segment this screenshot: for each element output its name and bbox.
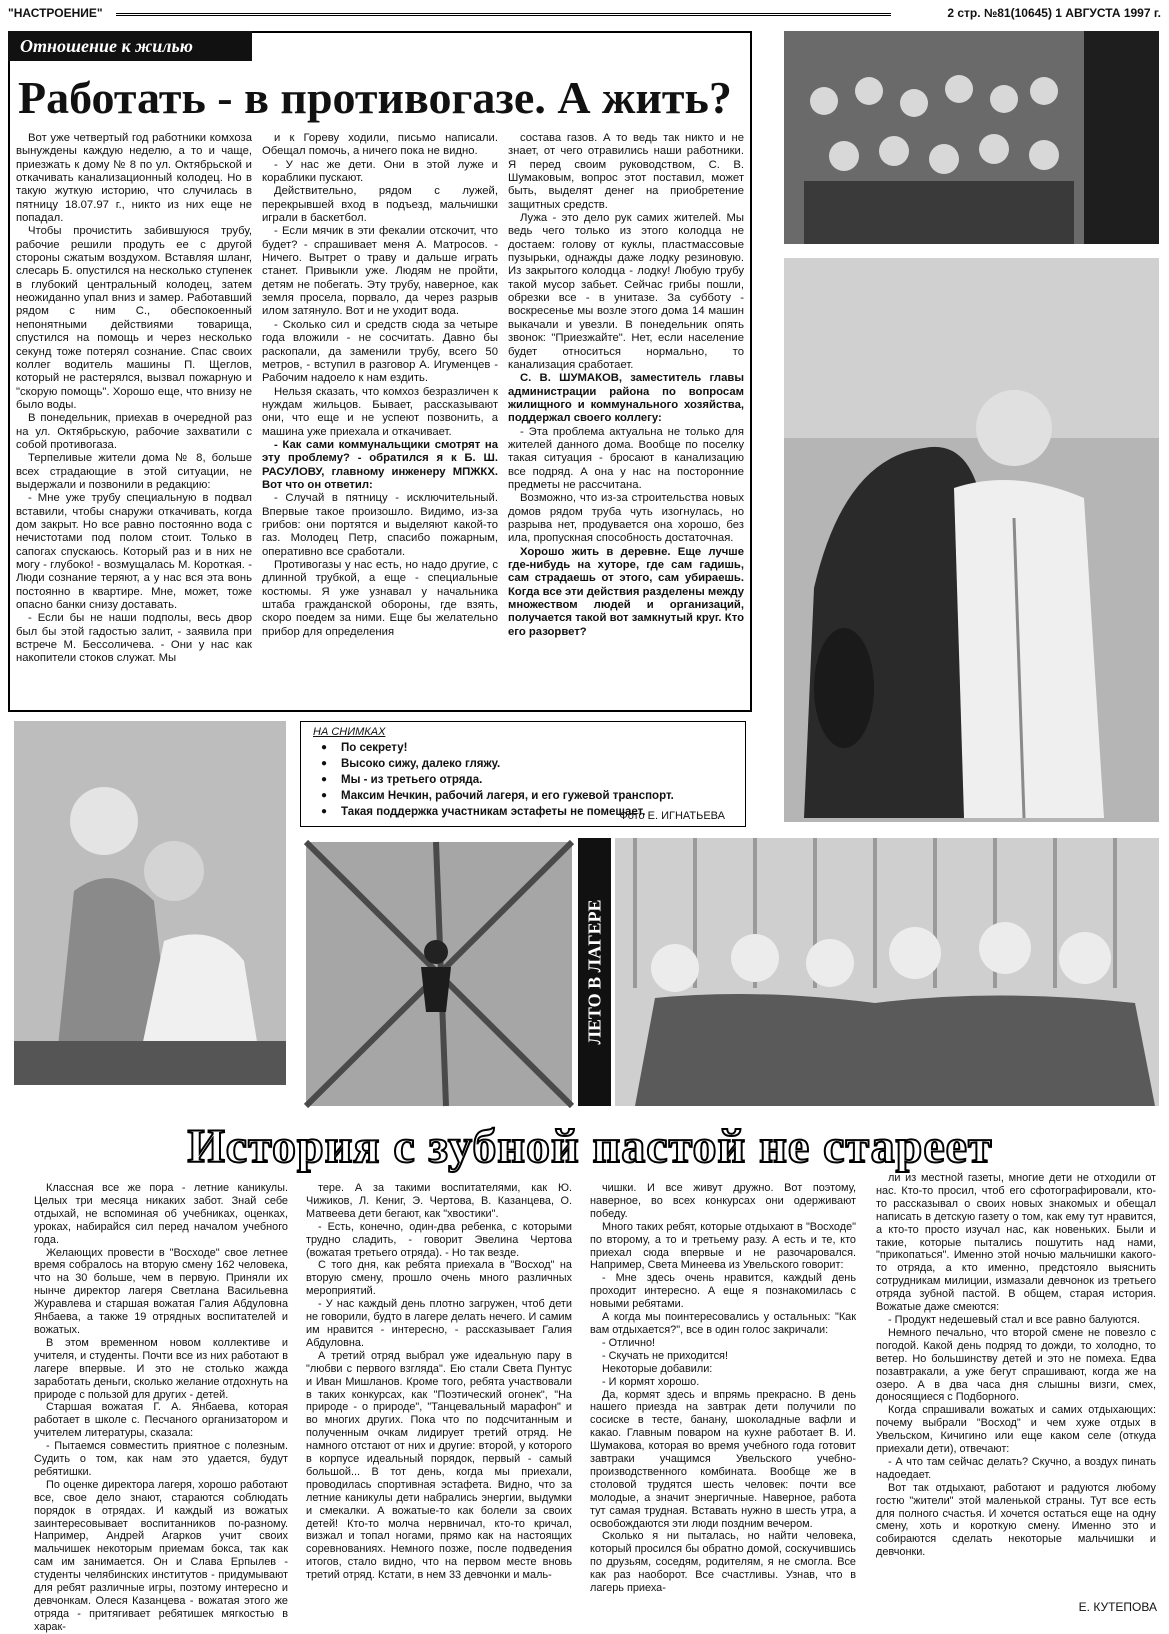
paragraph: А третий отряд выбрал уже идеальную пару в "любви с первого взгляда". Ею стали Света Пунтус и Иван Мишланов. Кроме того, ребята участвовали в таких конкурсах, как "Поэтический огонек", "На природе - о природе", "Танцевальный марафон" и во многих других. Пока что по подсчитанным и полученным очкам лидирует третий отряд. Не намного отстают от них и другие: второй, у которого в корпусе идеальный порядок, первый - самый большой... В тот день, когда мы приехали, проводилась спортивная эстафета. Видно, что за летние каникулы дети набрались энергии, выдумки и смекалки. А вожатые-то как болели за своих детей! Кто-то молча нервничал, кто-то кричал, визжал и топал ногами, прямо как на настоящих соревнованиях. Немного позже, после подведения итогов, стало видно, что на первом месте вновь третий отряд. Кстати, в нем 33 девчонки и маль- xyxy=(306,1349,572,1582)
caption-item: ● Мы - из третьего отряда. xyxy=(341,772,733,788)
paragraph: Желающих провести в "Восходе" свое летнее время собралось на вторую смену 162 человека, что на 30 больше, чем в первую. Приняли их нынче директор лагеря Светлана Васильевна Журавлева и старшая вожатая Галия Абдуловна Янбаева, а также 19 отрядных воспитателей и вожатых. xyxy=(34,1246,288,1336)
paragraph: Немного печально, что второй смене не повезло с погодой. Какой день подряд то дожди, то холодно, то ветер. Но большинству детей и это не помеха. Едва позавтракали, а уже бегут спрашивают, когда же на озеро. А в два часа дня слышны визги, смех, доносящиеся с Подборного. xyxy=(876,1326,1156,1404)
section-label-vertical: ЛЕТО В ЛАГЕРЕ xyxy=(578,838,611,1106)
paragraph: Некоторые добавили: xyxy=(602,1362,713,1375)
paragraph: Действительно, рядом с лужей, перекрывшей вход в подъезд, мальчишки играли в баскетбол. xyxy=(262,185,498,225)
caption-item: ● По секрету! xyxy=(341,740,733,756)
paragraph: Когда спрашивали вожатых и самих отдыхающих: почему выбрали "Восход" и чем хуже отдых в Увельском, Кичигино или еще каком селе (откуда приехали дети), отвечают: xyxy=(876,1404,1156,1456)
paragraph: Классная все же пора - летние каникулы. Целых три месяца никаких забот. Знай себе отдыхай, не вспоминая об учебниках, оценках, уроках, набирайся сил перед началом учебного года. xyxy=(34,1182,288,1246)
photo-boy-on-tree xyxy=(306,842,572,1106)
caption-item: ● Максим Нечкин, рабочий лагеря, и его гужевой транспорт. xyxy=(341,788,733,804)
paragraph: В понедельник, приехав в очередной раз на ул. Октябрьскую, рабочие захватили с собой противогаза. xyxy=(16,412,252,451)
article-housing-title: Работать - в противогазе. А жить? xyxy=(18,72,732,123)
paragraph: В этом временном новом коллективе и учителя, и студенты. Почти все из них работают в лагере впервые. И это не столько жажда заработать деньги, сколько желание отдохнуть на природе с пользой для других - детей. xyxy=(34,1336,288,1401)
paragraph: - Продукт недешевый стал и все равно балуются. xyxy=(888,1313,1140,1326)
paragraph: - Есть, конечно, один-два ребенка, с которыми трудно сладить, - говорит Эвелина Чертова (вожатая третьего отряда). - Но так везде. xyxy=(306,1220,572,1259)
article-camp-col3 xyxy=(590,1182,856,1596)
article-camp-title: История с зубной пастой не стареет xyxy=(187,1120,993,1173)
paragraph: Возможно, что из-за строительства новых домов рядом труба чуть изогнулась, но разрыва нет, продувается она хорошо, без ила, пропускная способность достаточная. xyxy=(508,492,744,545)
article-camp-col2 xyxy=(306,1182,572,1596)
paragraph: - Отлично! xyxy=(602,1336,656,1349)
paragraph: - У нас каждый день плотно загружен, чтоб дети не говорили, будто в лагере делать нечего. И самим им нравится - интересно, - рассказывает Галия Абдуловна. xyxy=(306,1298,572,1349)
article-housing-col1 xyxy=(16,132,252,704)
photo-captions xyxy=(300,721,746,827)
article-housing-col3 xyxy=(508,132,744,704)
running-header xyxy=(8,4,1161,24)
paragraph-official: С. В. ШУМАКОВ, заместитель главы администрации района по вопросам жилищного и коммунального хозяйства, поддержал своего коллегу: xyxy=(508,372,744,425)
paragraph: Да, кормят здесь и впрямь прекрасно. В день нашего приезда на завтрак дети получили по сосиске в тесте, банану, шоколадные вафли и какао. Главным поваром на кухне работает В. И. Шумакова, которая во время учебного года готовит завтраки учащимся Увельского учебно-производственного комбината. Вообще же в столовой трудятся шесть человек: почти все молодые, а значит энергичные. Наверное, работа тут самая трудная. Вставать нужно в шесть утра, а освобождаются эти люди поздним вечером. xyxy=(590,1388,856,1530)
paragraph: - И кормят хорошо. xyxy=(602,1375,700,1388)
photo-girls-secret xyxy=(14,721,286,1085)
rubric-label: Отношение к жилью xyxy=(8,31,252,61)
paragraph: Терпеливые жители дома № 8, больше всех страдающие в этой ситуации, не выдержали и позвонили в редакцию: xyxy=(16,452,252,491)
captions-header: НА СНИМКАХ xyxy=(313,726,386,738)
paragraph-conclusion: Хорошо жить в деревне. Еще лучше где-нибудь на хуторе, где сам гадишь, сам страдаешь от этого, сам убираешь. Когда все эти действия разделены между множеством людей и организаций, получается такой вот замкнутый круг. Кто его разорвет? xyxy=(508,545,744,638)
captions-list xyxy=(313,740,733,820)
header-rule xyxy=(116,13,891,16)
paragraph: Вот уже четвертый год работники комхоза вынуждены каждую неделю, а то и чаще, приезжать к дому № 8 по ул. Октябрьской и откачивать канализационный колодец. Но в такую жуткую историю, что случилась в пятницу 18.07.97 г., никто из них еще не попадал. xyxy=(16,132,252,225)
paragraph: Противогазы у нас есть, но надо другие, с длинной трубкой, а еще - специальные костюмы. Я уже узнавал у начальника штаба гражданской обороны, где взять, скоро поедем за ними. Еще бы желательно прибор для определения xyxy=(262,559,498,638)
article-camp-col1 xyxy=(34,1182,288,1633)
paragraph: А когда мы поинтересовались у остальных: "Как вам отдыхается?", все в один голос закричали: xyxy=(590,1311,856,1336)
paragraph: Лужа - это дело рук самих жителей. Мы ведь чего только из этого колодца не достаем: голову от куклы, пластмассовые пузырьки, однажды даже лодку резиновую. Из закрытого колодца - лодку! Любую трубу такой мусор забьет. Сейчас грибы пошли, обрезки все - в унитазе. За субботу - воскресенье мы возле этого дома 14 машин выкачали и увезли. В понедельник опять звонок: "Приезжайте". Нет, если население будет относиться нормально, то канализация сработает. xyxy=(508,212,744,371)
paragraph-question: - Как сами коммунальщики смотрят на эту проблему? - обратился я к Б. Ш. РАСУЛОВУ, главному инженеру МПЖКХ. Вот что он ответил: xyxy=(262,438,498,491)
paragraph: - Если мячик в эти фекалии отскочит, что будет? - спрашивает меня А. Матросов. - Ничего. Вытрет о траву и дальше играть станет. Привыкли уже. Людям не пройти, детям не побегать. Эту трубу, наверное, как земля просела, порвало, да через разрыв илом затянуло. Вот и не уходит вода. xyxy=(262,225,498,318)
paragraph: - Случай в пятницу - исключительный. Впервые такое произошло. Видимо, из-за грибов: они портятся и выделяют какой-то газ. Молодец Петр, спасибо пожарным, оперативно все сработали. xyxy=(262,492,498,558)
paragraph: - У нас же дети. Они в этой луже и кораблики пускают. xyxy=(262,158,498,185)
paragraph: - Эта проблема актуальна не только для жителей данного дома. Вообще по поселку такая ситуация - бросают в канализацию все подряд. А она у нас на посторонние предметы не рассчитана. xyxy=(508,425,744,491)
paragraph: Много таких ребят, которые отдыхают в "Восходе" по второму, а то и третьему разу. А есть и те, кто приехал сюда впервые и не разочаровался. Например, Света Минеева из Увельского говорит: xyxy=(590,1220,856,1272)
paragraph: - А что там сейчас делать? Скучно, а воздух пинать надоедает. xyxy=(876,1455,1156,1481)
paragraph: чишки. И все живут дружно. Вот поэтому, наверное, во всех конкурсах они одерживают победу. xyxy=(590,1182,856,1220)
caption-item: ● Такая поддержка участникам эстафеты не помешает. xyxy=(341,804,733,820)
paragraph: - Пытаемся совместить приятное с полезным. Судить о том, как нам это удается, будут ребятишки. xyxy=(34,1440,288,1478)
photo-third-squad xyxy=(615,838,1159,1106)
photo-children-group xyxy=(784,31,1159,244)
paragraph: Вот так отдыхают, работают и радуются любому гостю "жители" этой маленькой страны. Тут все есть для полного счастья. И хочется остаться еще на одну смену, хоть и короткую смену. Именно это и собираются сделать некоторые мальчишки и девчонки. xyxy=(876,1481,1156,1559)
paragraph: - Скучать не приходится! xyxy=(602,1349,728,1362)
article-camp-col4 xyxy=(876,1172,1156,1596)
photo-credit: Фото Е. ИГНАТЬЕВА xyxy=(619,810,725,822)
paragraph: С того дня, как ребята приехала в "Восход" на вторую смену, прошло очень много различных мероприятий. xyxy=(306,1259,572,1298)
paragraph: ли из местной газеты, многие дети не отходили от нас. Кто-то просил, чтоб его сфотографировали, кто-то рассказывал о своих новых знакомых и обещал написать в детскую газету о том, как ему тут нравится, а кто-то просто изучал нас, как новеньких. Были и такие, которые пытались пошутить над нами, "прикопаться". Именно этой ночью мальчишки какого-то отряда, а кто именно, предстояло выяснить сотрудникам милиции, измазали девчонок из третьего отряда зубной пастой. В общем, старая история. Вожатые даже смеются: xyxy=(876,1172,1156,1314)
paragraph: и к Гореву ходили, письмо написали. Обещал помочь, а ничего пока не видно. xyxy=(262,132,498,158)
paragraph: Нельзя сказать, что комхоз безразличен к нуждам жильцов. Бывает, рассказывают они, что еще и не успеют позвонить, а машина уже приехала и откачивает. xyxy=(262,385,498,438)
paragraph: состава газов. А то ведь так никто и не знает, от чего отравились наши работники. Я перед своим руководством, С. В. Шумаковым, вопрос этот поставил, может быть, выделят денег на приобретение защитных средств. xyxy=(508,132,744,211)
author-signature: Е. КУТЕПОВА xyxy=(1078,1600,1157,1614)
caption-item: ● Высоко сижу, далеко гляжу. xyxy=(341,756,733,772)
paragraph: По оценке директора лагеря, хорошо работают все, свое дело знают, стараются соблюдать порядок в отрядах. И каждый из вожатых заинтересовывает воспитанников по-разному. Например, Андрей Агарков учит своих мальчишек некоторым приемам бокса, так как сам им занимается. Он и Слава Ерпылев - студенты челябинских институтов - придумывают для ребят различные игры, поэтому интересно и девчонкам. Олеся Казанцева - вожатая этого же отряда - притягивает ребятишек мягкостью в харак- xyxy=(34,1478,288,1633)
paragraph: Чтобы прочистить забившуюся трубу, рабочие решили продуть ее с другой стороны сжатым воздухом. Вставляя шланг, слесарь Б. опустился на несколько ступенек в глубокий центральный колодец, затем неожиданно упал вниз и замер. Работавший рядом с ним С., обеспокоенный непонятными действиями товарища, спустился на помощь и через несколько секунд тоже потерял сознание. Спас своих коллег водитель машины П. Щеглов, который не растерялся, вызвал пожарную и "скорую помощь". Хорошо еще, что внизу не было воды. xyxy=(16,225,252,411)
paragraph: - Сколько сил и средств сюда за четыре года вложили - не сосчитать. Давно бы раскопали, да заменили трубу, всего 50 метров, - вступил в разговор А. Игуменцев - Рабочим надоело к нам ездить. xyxy=(262,318,498,385)
issue-info: 2 стр. №81(10645) 1 АВГУСТА 1997 г. xyxy=(947,6,1161,20)
section-name: "НАСТРОЕНИЕ" xyxy=(8,6,103,20)
paragraph: - Мне уже трубу специальную в подвал вставили, чтобы снаружи откачивать, когда дом закрыт. Но все равно постоянно вода с нечистотами под полом стоит. Только в сапогах спускаюсь. Который раз и в них не могу - глубоко! - возмущалась М. Короткая. - Люди сознание теряют, а у нас вся эта вонь постоянно в квартире. Мне, может, тоже опасно банки снизу доставать. xyxy=(16,492,252,612)
paragraph: Сколько я ни пыталась, но найти человека, который просился бы обратно домой, соскучившись по друзьям, соседям, родителям, я не смогла. Все как раз наоборот. Все счастливы. Узнав, что в лагерь приеха- xyxy=(590,1530,856,1595)
paragraph: тере. А за такими воспитателями, как Ю. Чижиков, Л. Кениг, Э. Чертова, В. Казанцева, О. Матвеева дети бегают, как "хвостики". xyxy=(306,1182,572,1220)
article-housing-col2 xyxy=(262,132,498,704)
paragraph: - Мне здесь очень нравится, каждый день проходит интересно. А еще я познакомилась с новыми ребятами. xyxy=(590,1272,856,1311)
photo-worker-with-horse xyxy=(784,258,1159,822)
paragraph: - Если бы не наши подполы, весь двор был бы этой гадостью залит, - заявила при встрече М. Бессоличева. - Они у нас как накопители стоков служат. Мы xyxy=(16,612,252,665)
paragraph: Старшая вожатая Г. А. Янбаева, которая работает в школе с. Песчаного организатором и учителем литературы, сказала: xyxy=(34,1401,288,1440)
